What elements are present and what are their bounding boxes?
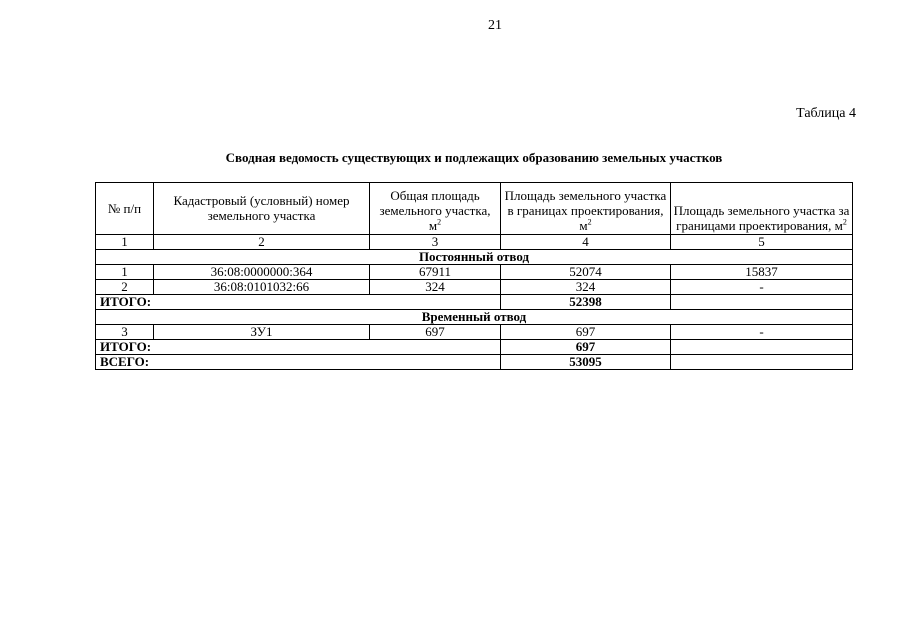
column-number: 5 [671,235,853,250]
cell-area-inside: 324 [501,280,671,295]
cell-area-outside: - [671,280,853,295]
page-number: 21 [488,18,502,33]
column-number: 3 [370,235,501,250]
cell-cadastral: 36:08:0000000:364 [154,265,370,280]
cell-area-inside: 52074 [501,265,671,280]
section-title-temporary: Временный отвод [96,310,853,325]
cell-num: 1 [96,265,154,280]
section-title-permanent: Постоянный отвод [96,250,853,265]
subtotal-label: ИТОГО: [96,340,501,355]
subtotal-row-temporary [96,340,853,355]
subtotal-value: 697 [501,340,671,355]
header-area-outside-unit-power: 2 [842,217,847,227]
land-plots-table [95,182,853,370]
subtotal-label: ИТОГО: [96,295,501,310]
cell-total-area: 324 [370,280,501,295]
section-row-temporary [96,310,853,325]
cell-cadastral: ЗУ1 [154,325,370,340]
table-row [96,325,853,340]
table-label: Таблица 4 [796,106,856,121]
empty-cell [671,295,853,310]
header-total-area-unit-power: 2 [437,217,442,227]
header-area-outside [671,183,853,235]
header-total-area [370,183,501,235]
subtotal-row-permanent [96,295,853,310]
cell-area-inside: 697 [501,325,671,340]
table-row [96,265,853,280]
table-header-row [96,183,853,235]
cell-area-outside: 15837 [671,265,853,280]
grand-total-value: 53095 [501,355,671,370]
header-cadastral: Кадастровый (условный) номер земельного участка [154,183,370,235]
table-row [96,280,853,295]
header-area-inside-text: Площадь земельного участка в границах проектирования, м [504,188,667,233]
cell-num: 3 [96,325,154,340]
grand-total-row [96,355,853,370]
section-row-permanent [96,250,853,265]
document-title: Сводная ведомость существующих и подлежащих образованию земельных участков [225,150,723,165]
column-number-row [96,235,853,250]
cell-total-area: 67911 [370,265,501,280]
column-number: 4 [501,235,671,250]
header-total-area-text: Общая площадь земельного участка, м [379,188,491,233]
empty-cell [671,340,853,355]
cell-total-area: 697 [370,325,501,340]
cell-area-outside: - [671,325,853,340]
cell-cadastral: 36:08:0101032:66 [154,280,370,295]
column-number: 2 [154,235,370,250]
column-number: 1 [96,235,154,250]
empty-cell [671,355,853,370]
grand-total-label: ВСЕГО: [96,355,501,370]
header-num: № п/п [96,183,154,235]
header-area-outside-text: Площадь земельного участка за границами проектирования, м [673,203,850,233]
header-area-inside [501,183,671,235]
subtotal-value: 52398 [501,295,671,310]
header-area-inside-unit-power: 2 [587,217,592,227]
cell-num: 2 [96,280,154,295]
